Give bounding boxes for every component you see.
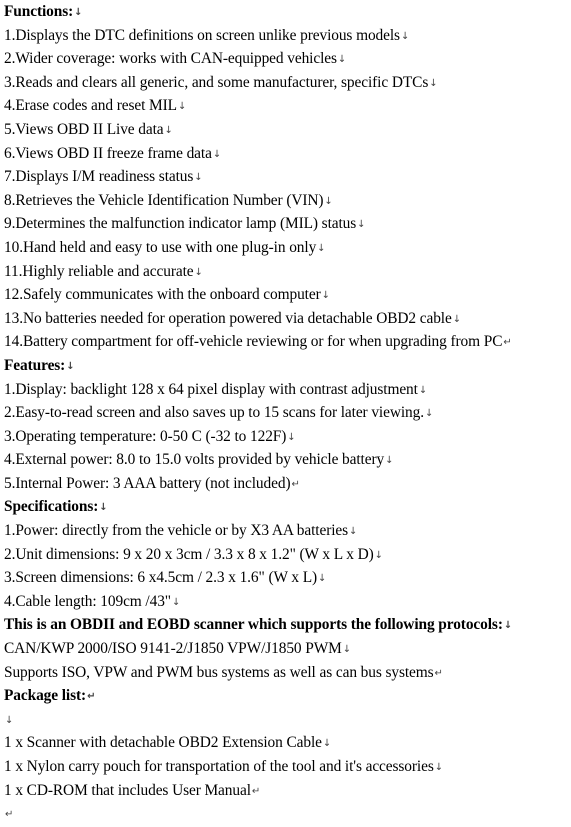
function-item-9: 9.Determines the malfunction indicator lamp (MIL) status↓ bbox=[4, 215, 366, 233]
function-item-5: 5.Views OBD II Live data↓ bbox=[4, 120, 173, 138]
line-break-mark: ↓ bbox=[337, 54, 347, 66]
function-item-14: 14.Battery compartment for off-vehicle reviewing or for when upgrading from PC↵ bbox=[4, 333, 512, 351]
line-break-mark: ↓ bbox=[177, 101, 187, 113]
empty-line bbox=[4, 709, 567, 733]
specifications-heading: Specifications:↓ bbox=[4, 498, 108, 516]
line-break-mark: ↓ bbox=[194, 172, 203, 184]
spec-item-1: 1.Power: directly from the vehicle or by X3 AA batteries↓ bbox=[4, 522, 358, 540]
line-break-mark: ↓ bbox=[452, 313, 461, 325]
feature-item-5: 5.Internal Power: 3 AAA battery (not included)↵ bbox=[4, 474, 300, 492]
line-break-mark: ↓ bbox=[429, 77, 438, 89]
empty-line-end bbox=[4, 803, 567, 827]
package-item-1: 1 x Scanner with detachable OBD2 Extension Cable↓ bbox=[4, 734, 332, 752]
line-break-mark: ↓ bbox=[287, 431, 296, 443]
line-break-mark: ↓ bbox=[424, 408, 434, 420]
feature-item-4: 4.External power: 8.0 to 15.0 volts provided by vehicle battery↓ bbox=[4, 451, 394, 469]
line-break-mark: ↓ bbox=[418, 384, 428, 396]
package-item-2: 1 x Nylon carry pouch for transportation of the tool and it's accessories↓ bbox=[4, 758, 443, 775]
function-item-3: 3.Reads and clears all generic, and some manufacturer, specific DTCs↓ bbox=[4, 73, 438, 91]
line-break-mark: ↓ bbox=[374, 549, 383, 561]
paragraph-mark: ↵ bbox=[5, 809, 14, 821]
line-break-mark: ↓ bbox=[503, 620, 513, 632]
line-break-mark: ↓ bbox=[164, 124, 173, 136]
line-break-mark: ↓ bbox=[321, 290, 330, 302]
line-break-mark: ↓ bbox=[317, 242, 326, 254]
function-item-8: 8.Retrieves the Vehicle Identification Number (VIN)↓ bbox=[4, 191, 333, 209]
paragraph-mark: ↵ bbox=[291, 478, 300, 490]
protocol-item-1: CAN/KWP 2000/ISO 9141-2/J1850 VPW/J1850 PWM↓ bbox=[4, 640, 352, 658]
line-break-mark: ↓ bbox=[66, 360, 75, 372]
function-item-13: 13.No batteries needed for operation powered via detachable OBD2 cable↓ bbox=[4, 309, 461, 327]
line-break-mark: ↓ bbox=[322, 738, 332, 750]
line-break-mark: ↓ bbox=[349, 526, 358, 538]
paragraph-mark: ↵ bbox=[251, 785, 261, 797]
function-item-10: 10.Hand held and easy to use with one plug-in only↓ bbox=[4, 238, 326, 256]
spec-item-3: 3.Screen dimensions: 6 x4.5cm / 2.3 x 1.6" (W x L)↓ bbox=[4, 569, 327, 587]
feature-item-2: 2.Easy-to-read screen and also saves up to 15 scans for later viewing.↓ bbox=[4, 404, 434, 422]
function-item-6: 6.Views OBD II freeze frame data↓ bbox=[4, 144, 222, 162]
features-heading: Features:↓ bbox=[4, 356, 75, 374]
line-break-mark: ↓ bbox=[99, 502, 108, 514]
protocol-item-2: Supports ISO, VPW and PWM bus systems as well as can bus systems↵ bbox=[4, 663, 443, 681]
line-break-mark: ↓ bbox=[212, 148, 222, 160]
feature-item-1: 1.Display: backlight 128 x 64 pixel display with contrast adjustment↓ bbox=[4, 380, 428, 398]
paragraph-mark: ↵ bbox=[434, 667, 443, 679]
line-break-mark: ↓ bbox=[434, 762, 443, 773]
line-break-mark: ↓ bbox=[385, 455, 394, 467]
line-break-mark: ↓ bbox=[357, 219, 366, 231]
function-item-12: 12.Safely communicates with the onboard computer↓ bbox=[4, 286, 330, 304]
line-break-mark: ↓ bbox=[318, 573, 327, 585]
function-item-11: 11.Highly reliable and accurate↓ bbox=[4, 262, 203, 280]
package-heading: Package list:↵ bbox=[4, 687, 96, 705]
feature-item-3: 3.Operating temperature: 0-50 C (-32 to 122F)↓ bbox=[4, 427, 296, 445]
paragraph-mark: ↵ bbox=[87, 691, 96, 703]
line-break-mark: ↓ bbox=[194, 266, 203, 278]
spec-item-4: 4.Cable length: 109cm /43"↓ bbox=[4, 592, 181, 610]
spec-item-2: 2.Unit dimensions: 9 x 20 x 3cm / 3.3 x 8 x 1.2" (W x L x D)↓ bbox=[4, 545, 383, 563]
line-break-mark: ↓ bbox=[400, 30, 410, 42]
function-item-2: 2.Wider coverage: works with CAN-equipped vehicles↓ bbox=[4, 50, 347, 68]
paragraph-mark: ↵ bbox=[503, 337, 512, 349]
function-item-4: 4.Erase codes and reset MIL↓ bbox=[4, 97, 187, 115]
package-item-3: 1 x CD-ROM that includes User Manual↵ bbox=[4, 781, 261, 799]
line-break-mark: ↓ bbox=[74, 7, 83, 18]
line-break-mark: ↓ bbox=[324, 195, 333, 207]
line-break-mark: ↓ bbox=[171, 596, 181, 608]
function-item-7: 7.Displays I/M readiness status↓ bbox=[4, 168, 203, 186]
document-body bbox=[4, 1, 567, 827]
functions-heading: Functions:↓ bbox=[4, 3, 83, 20]
line-break-mark: ↓ bbox=[342, 644, 352, 656]
line-break-mark: ↓ bbox=[5, 714, 14, 726]
function-item-1: 1.Displays the DTC definitions on screen unlike previous models↓ bbox=[4, 26, 410, 44]
protocols-heading: This is an OBDII and EOBD scanner which supports the following protocols:↓ bbox=[4, 616, 513, 634]
